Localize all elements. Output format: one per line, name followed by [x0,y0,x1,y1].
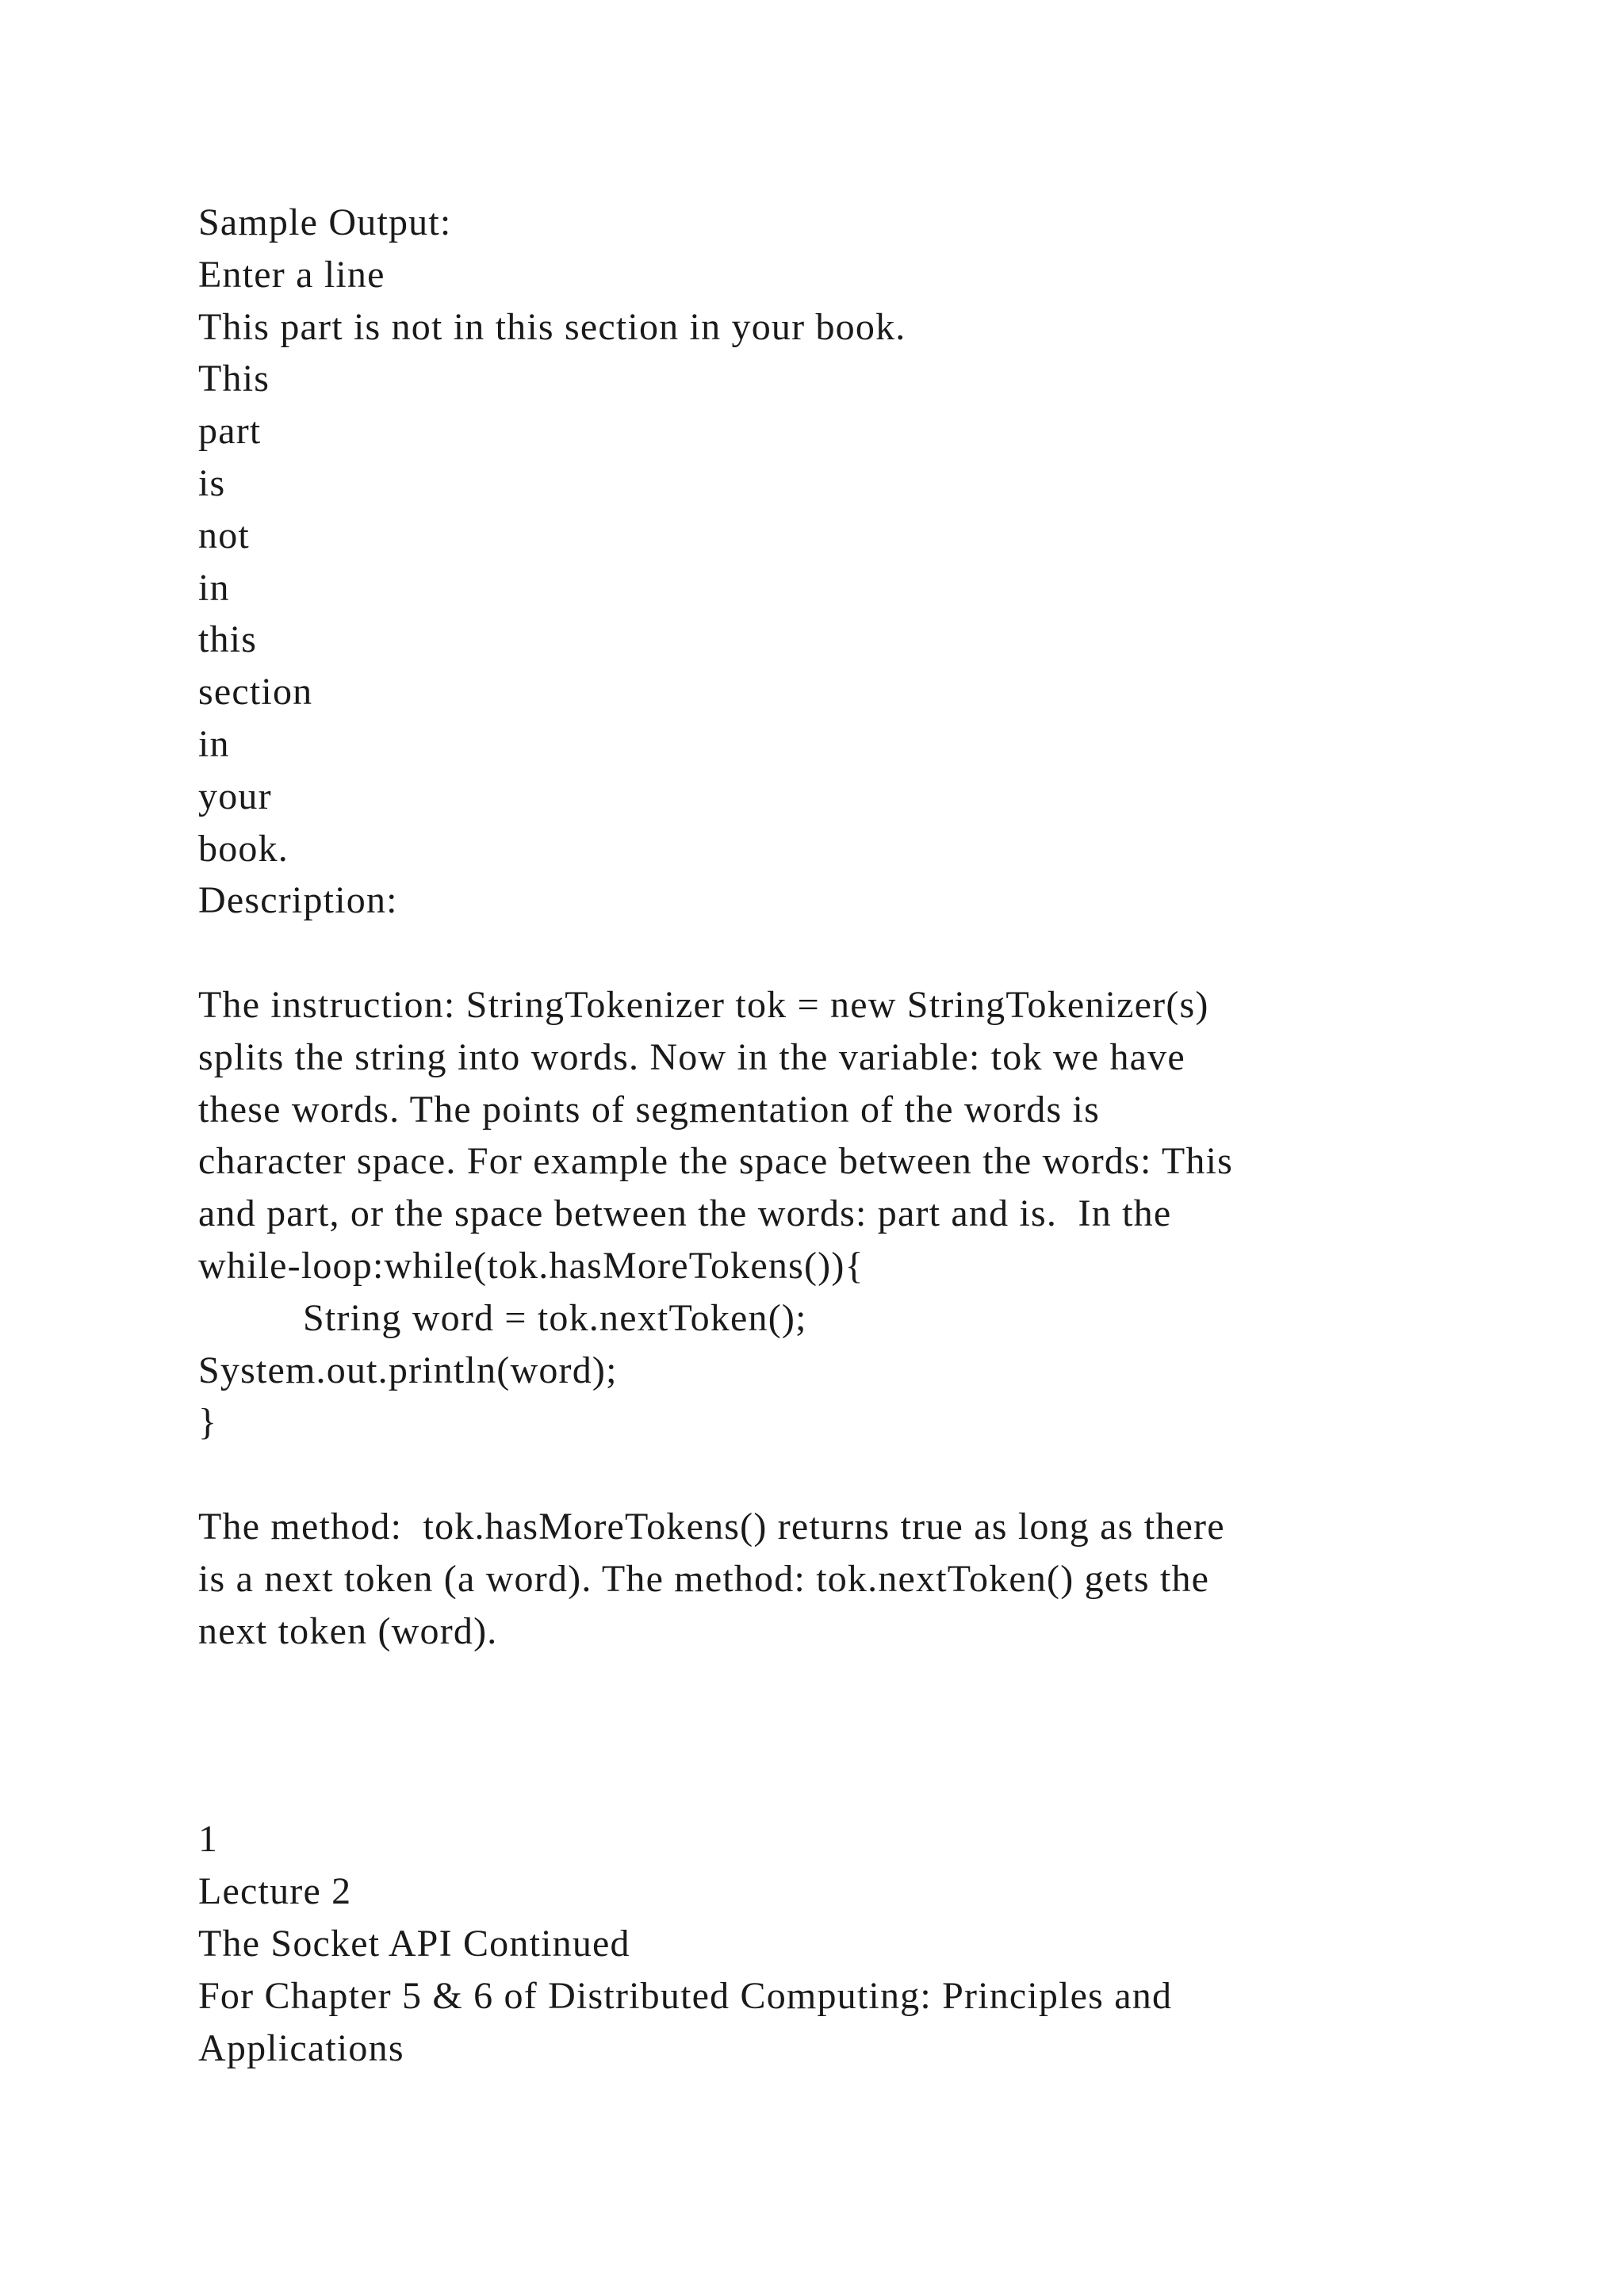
paragraph-line: The instruction: StringTokenizer tok = new StringTokenizer(s) [198,983,1209,1026]
slide-number: 1 [198,1818,219,1861]
input-line: This part is not in this section in your book. [198,305,906,348]
spacer [198,1657,1507,1813]
description-heading: Description: [198,879,398,922]
code-line: } [198,1401,218,1444]
token-line: is [198,461,226,504]
sample-output-heading: Sample Output: [198,201,452,243]
token-list [198,353,1507,874]
token-line: your [198,775,272,817]
paragraph-line: these words. The points of segmentation of the words is [198,1088,1100,1131]
slide-subtitle-line: Applications [198,2026,404,2069]
token-line: in [198,566,230,609]
token-line: This [198,358,270,400]
paragraph-line: and part, or the space between the words: part and is. In the [198,1192,1172,1235]
slide-title: The Socket API Continued [198,1922,630,1965]
spacer [198,1448,1507,1501]
code-line: String word = tok.nextToken(); [198,1296,807,1339]
code-line: System.out.println(word); [198,1349,618,1391]
token-line: in [198,722,230,765]
document-page [198,197,1507,2074]
slide-subtitle-line: For Chapter 5 & 6 of Distributed Computing: Principles and [198,1974,1173,2017]
paragraph-line: splits the string into words. Now in the variable: tok we have [198,1035,1185,1078]
spacer [198,927,1507,979]
paragraph-line: The method: tok.hasMoreTokens() returns true as long as there [198,1505,1225,1548]
lecture-label: Lecture 2 [198,1870,352,1913]
token-line: section [198,671,313,714]
token-line: not [198,514,250,557]
paragraph-line: while-loop:while(tok.hasMoreTokens()){ [198,1244,864,1287]
token-line: part [198,410,262,453]
description-paragraph-1 [198,979,1507,1448]
paragraph-line: next token (word). [198,1609,498,1652]
description-paragraph-2 [198,1501,1507,1657]
token-line: this [198,618,258,661]
paragraph-line: character space. For example the space between the words: This [198,1140,1234,1183]
slide-section [198,1813,1507,2074]
token-line: book. [198,827,289,870]
prompt-text: Enter a line [198,253,385,296]
paragraph-line: is a next token (a word). The method: tok.nextToken() gets the [198,1557,1210,1600]
